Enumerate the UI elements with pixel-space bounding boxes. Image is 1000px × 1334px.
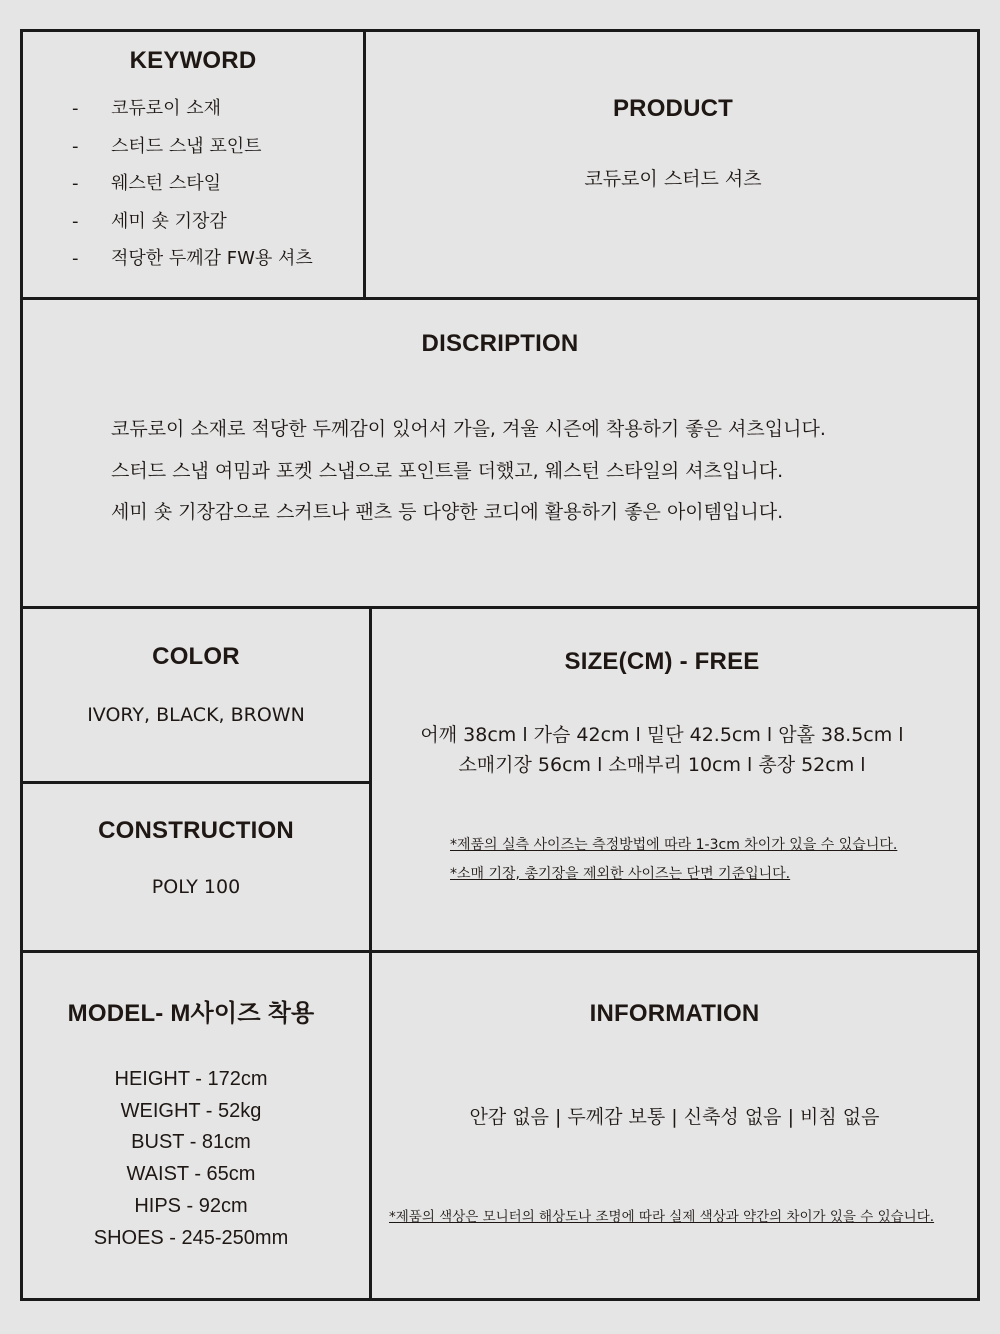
description-section: [23, 330, 977, 543]
size-note-1: *제품의 실측 사이즈는 측정방법에 따라 1-3cm 차이가 있을 수 있습니다.: [450, 837, 898, 853]
model-stat: WEIGHT - 52kg: [120, 1099, 262, 1122]
model-stat: WAIST - 65cm: [126, 1163, 256, 1186]
information-note: *제품의 색상은 모니터의 해상도나 조명에 따라 실제 색상과 약간의 차이가 있을 수 있습니다.: [389, 1209, 935, 1225]
model-stat: BUST - 81cm: [131, 1131, 251, 1154]
model-title: MODEL- M사이즈 착용: [67, 1000, 315, 1027]
model-stats: [23, 1064, 359, 1254]
color-section: [23, 643, 369, 726]
description-line: 세미 숏 기장감으로 스커트나 팬츠 등 다양한 코디에 활용하기 좋은 아이템입니다.: [111, 501, 784, 523]
size-title: SIZE(CM) - FREE: [564, 648, 760, 675]
information-value: 안감 없음 | 두께감 보통 | 신축성 없음 | 비침 없음: [469, 1106, 880, 1128]
product-title: PRODUCT: [612, 95, 734, 122]
color-title: COLOR: [152, 643, 240, 670]
information-title: INFORMATION: [589, 1000, 760, 1027]
keyword-item: - 코듀로이 소재: [23, 98, 363, 136]
divider-row-3: [20, 950, 980, 953]
keyword-item: - 웨스턴 스타일: [23, 173, 363, 211]
keyword-item: - 적당한 두께감 FW용 셔츠: [23, 248, 363, 286]
size-section: [372, 648, 952, 776]
description-line: 스터드 스냅 여밈과 포켓 스냅으로 포인트를 더했고, 웨스턴 스타일의 셔츠입니다.: [111, 459, 784, 482]
construction-value: POLY 100: [151, 876, 241, 898]
product-section: [366, 95, 980, 190]
description-body: [111, 418, 977, 543]
construction-section: [23, 817, 369, 898]
keyword-title: KEYWORD: [129, 47, 257, 74]
size-note-2: *소매 기장, 총기장을 제외한 사이즈는 단면 기준입니다.: [450, 866, 791, 882]
model-stat: SHOES - 245-250mm: [93, 1226, 289, 1249]
construction-title: CONSTRUCTION: [98, 817, 294, 844]
description-line: 코듀로이 소재로 적당한 두께감이 있어서 가을, 겨울 시즌에 착용하기 좋은 셔츠입니다.: [111, 418, 826, 440]
keyword-item: - 세미 숏 기장감: [23, 211, 363, 249]
model-stat: HIPS - 92cm: [134, 1194, 248, 1217]
size-line-1: 어깨 38cm l 가슴 42cm l 밑단 42.5cm l 암홀 38.5cm l: [420, 724, 904, 746]
color-value: IVORY, BLACK, BROWN: [87, 704, 305, 726]
model-stat: HEIGHT - 172cm: [114, 1068, 268, 1090]
size-line-2: 소매기장 56cm l 소매부리 10cm l 총장 52cm l: [458, 754, 866, 776]
information-section: [372, 1000, 977, 1128]
description-title: DISCRIPTION: [421, 330, 579, 357]
keyword-list: [23, 98, 363, 286]
keyword-item: - 스터드 스냅 포인트: [23, 136, 363, 174]
product-name: 코듀로이 스터드 셔츠: [584, 168, 762, 190]
divider-color-construction: [20, 781, 371, 784]
keyword-section: [23, 47, 363, 286]
divider-row-1: [20, 297, 980, 300]
divider-row-2: [20, 606, 980, 609]
model-section: [23, 993, 359, 1254]
